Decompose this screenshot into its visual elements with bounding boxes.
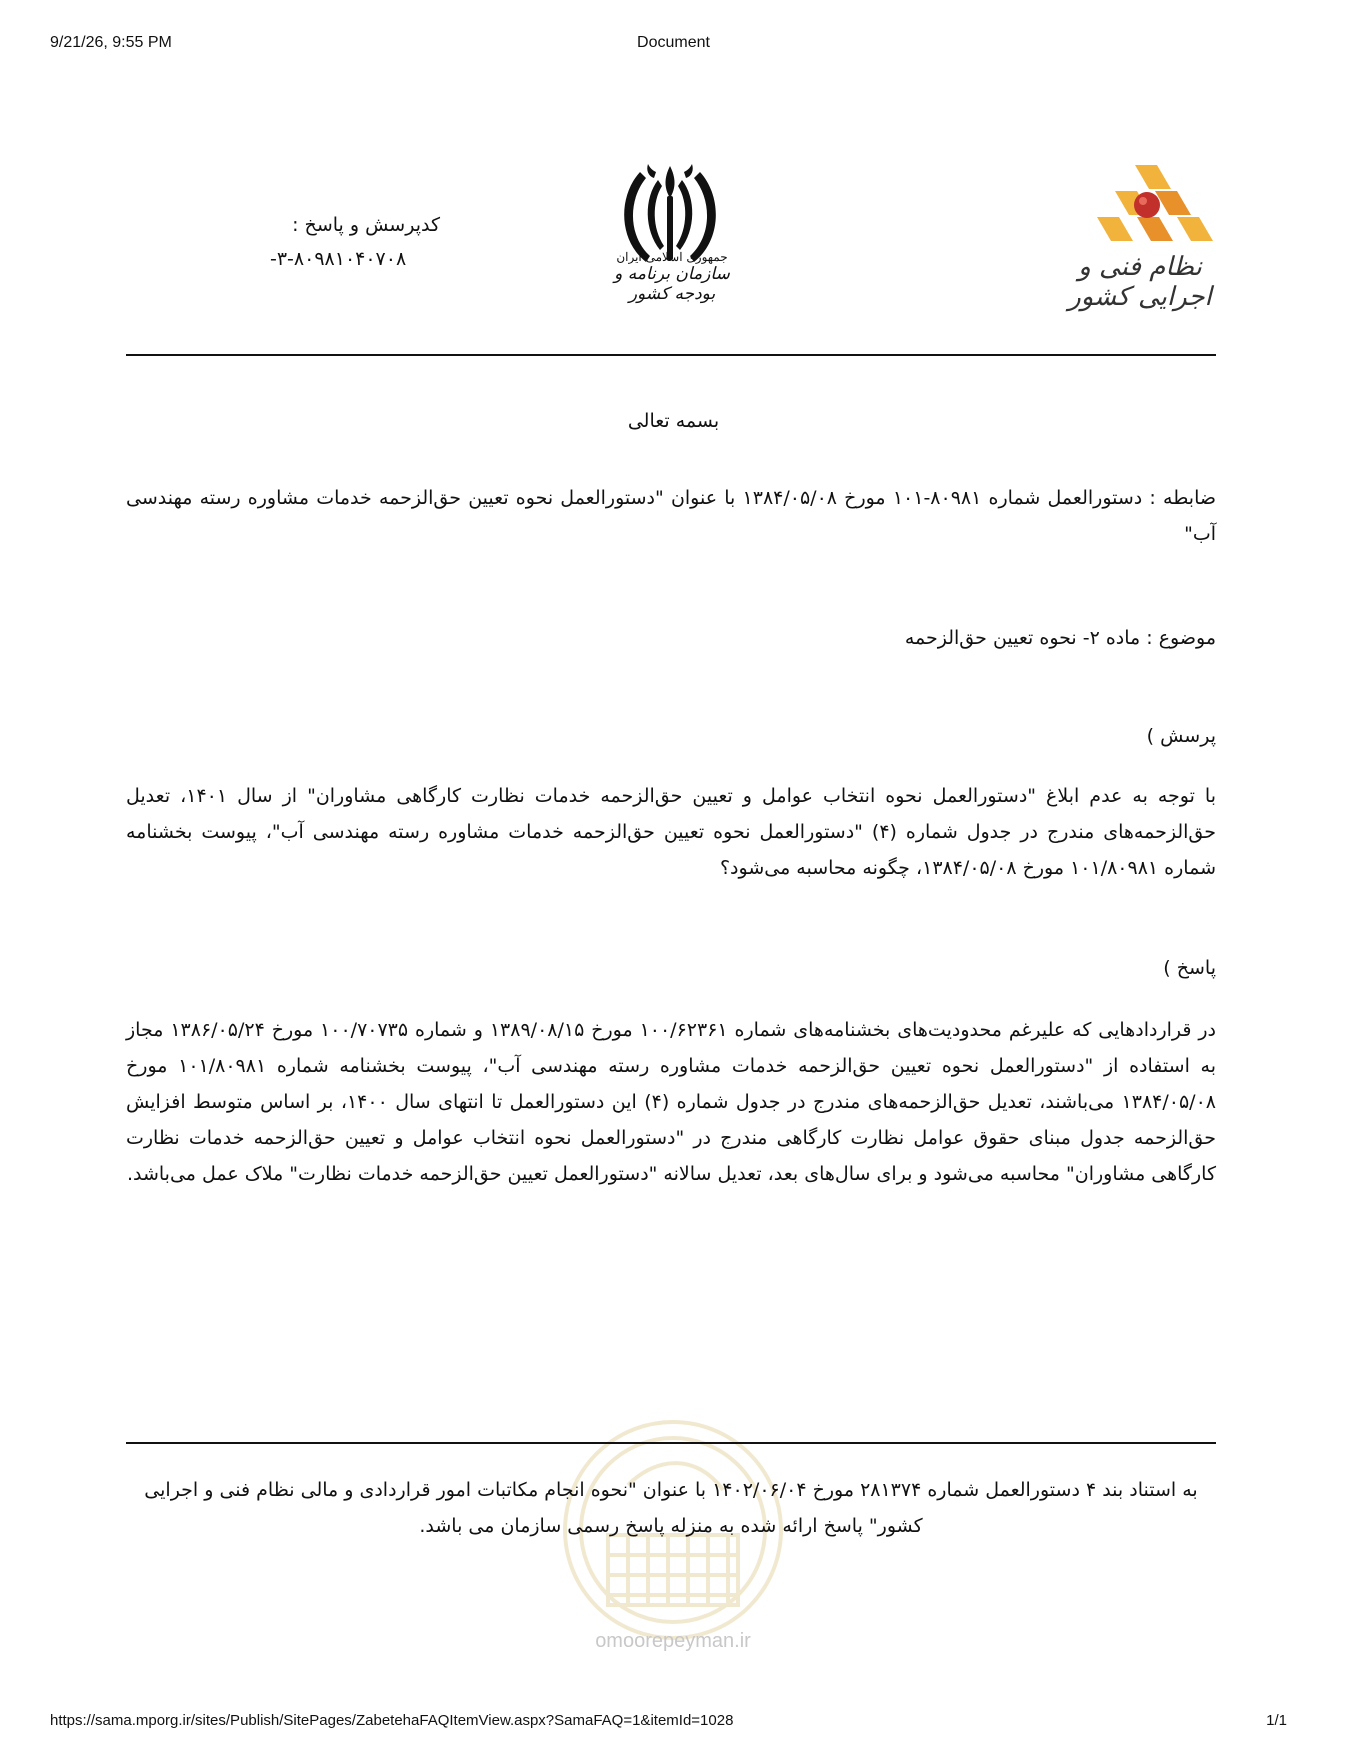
footer-divider — [126, 1442, 1216, 1444]
footer-note: به استناد بند ۴ دستورالعمل شماره ۲۸۱۳۷۴ مورخ ۱۴۰۲/۰۶/۰۴ با عنوان "نحوه انجام مکاتبات امور قراردادی و مالی نظام فنی و اجرایی کشور" پاسخ ارائه شده به منزله پاسخ رسمی سازمان می باشد. — [144, 1479, 1198, 1537]
answer-heading: پاسخ ) — [1163, 957, 1216, 979]
print-page-number: 1/1 — [1266, 1712, 1287, 1729]
invocation: بسمه تعالی — [627, 410, 720, 432]
watermark-text: omoorepeyman.ir — [595, 1630, 751, 1652]
ref-code: -۳-۸۰۹۸۱۰۴۰۷۰۸ — [270, 248, 407, 270]
question-heading: پرسش ) — [1146, 725, 1216, 747]
question-text: با توجه به عدم ابلاغ "دستورالعمل نحوه انتخاب عوامل و تعیین حق‌الزحمه خدمات نظارت کارگاهی مشاوران" از سال ۱۴۰۱، تعدیل حق‌الزحمه‌های مندرج در جدول شماره (۴) "دستورالعمل نحوه تعیین حق‌الزحمه خدمات مشاوره رسته مهندسی آب"، پیوست بخشنامه شماره ۱۰۱/۸۰۹۸۱ مورخ ۱۳۸۴/۰۵/۰۸، چگونه محاسبه می‌شود؟ — [126, 785, 1216, 879]
nezam-fani-logo-icon — [1085, 165, 1215, 255]
print-title: Document — [637, 34, 710, 51]
emblem-line1: جمهوری اسلامی ایران — [616, 250, 728, 264]
logo-caption: نظام فنی و اجرایی کشور — [1068, 252, 1212, 312]
subject-line: موضوع : ماده ۲- نحوه تعیین حق‌الزحمه — [904, 627, 1216, 649]
emblem-caption — [592, 250, 752, 304]
answer-text: در قراردادهایی که علیرغم محدودیت‌های بخشنامه‌های شماره ۱۰۰/۶۲۳۶۱ مورخ ۱۳۸۹/۰۸/۱۵ و شماره ۱۰۰/۷۰۷۳۵ مورخ ۱۳۸۶/۰۵/۲۴ مجاز به استفاده از "دستورالعمل نحوه تعیین حق‌الزحمه خدمات مشاوره رسته مهندسی آب"، پیوست بخشنامه شماره ۱۰۱/۸۰۹۸۱ مورخ ۱۳۸۴/۰۵/۰۸ می‌باشند، تعدیل حق‌الزحمه‌های مندرج در جدول شماره (۴) این دستورالعمل تا انتهای سال ۱۴۰۰، بر اساس متوسط افزایش حق‌الزحمه جدول مبنای حقوق عوامل نظارت کارگاهی مندرج در "دستورالعمل نحوه انتخاب عوامل و تعیین حق‌الزحمه خدمات نظارت کارگاهی مشاوران" محاسبه می‌شود و برای سال‌های بعد، تعدیل سالانه "دستورالعمل تعیین حق‌الزحمه خدمات نظارت" ملاک عمل می‌باشد. — [126, 1019, 1217, 1185]
emblem-line2: سازمان برنامه و بودجه کشور — [614, 264, 730, 304]
ref-label: کدپرسش و پاسخ : — [292, 214, 440, 236]
watermark-seal-icon — [548, 1405, 798, 1715]
print-url: https://sama.mporg.ir/sites/Publish/SitePages/ZabetehaFAQItemView.aspx?SamaFAQ=1&itemId=1028 — [50, 1712, 734, 1729]
reference-block — [270, 208, 440, 276]
print-datetime: 9/21/26, 9:55 PM — [50, 34, 172, 51]
header-divider — [126, 354, 1216, 356]
rule-reference: ضابطه : دستورالعمل شماره ۸۰۹۸۱-۱۰۱ مورخ ۱۳۸۴/۰۵/۰۸ با عنوان "دستورالعمل نحوه تعیین حق‌الزحمه خدمات مشاوره رسته مهندسی آب" — [126, 487, 1217, 545]
